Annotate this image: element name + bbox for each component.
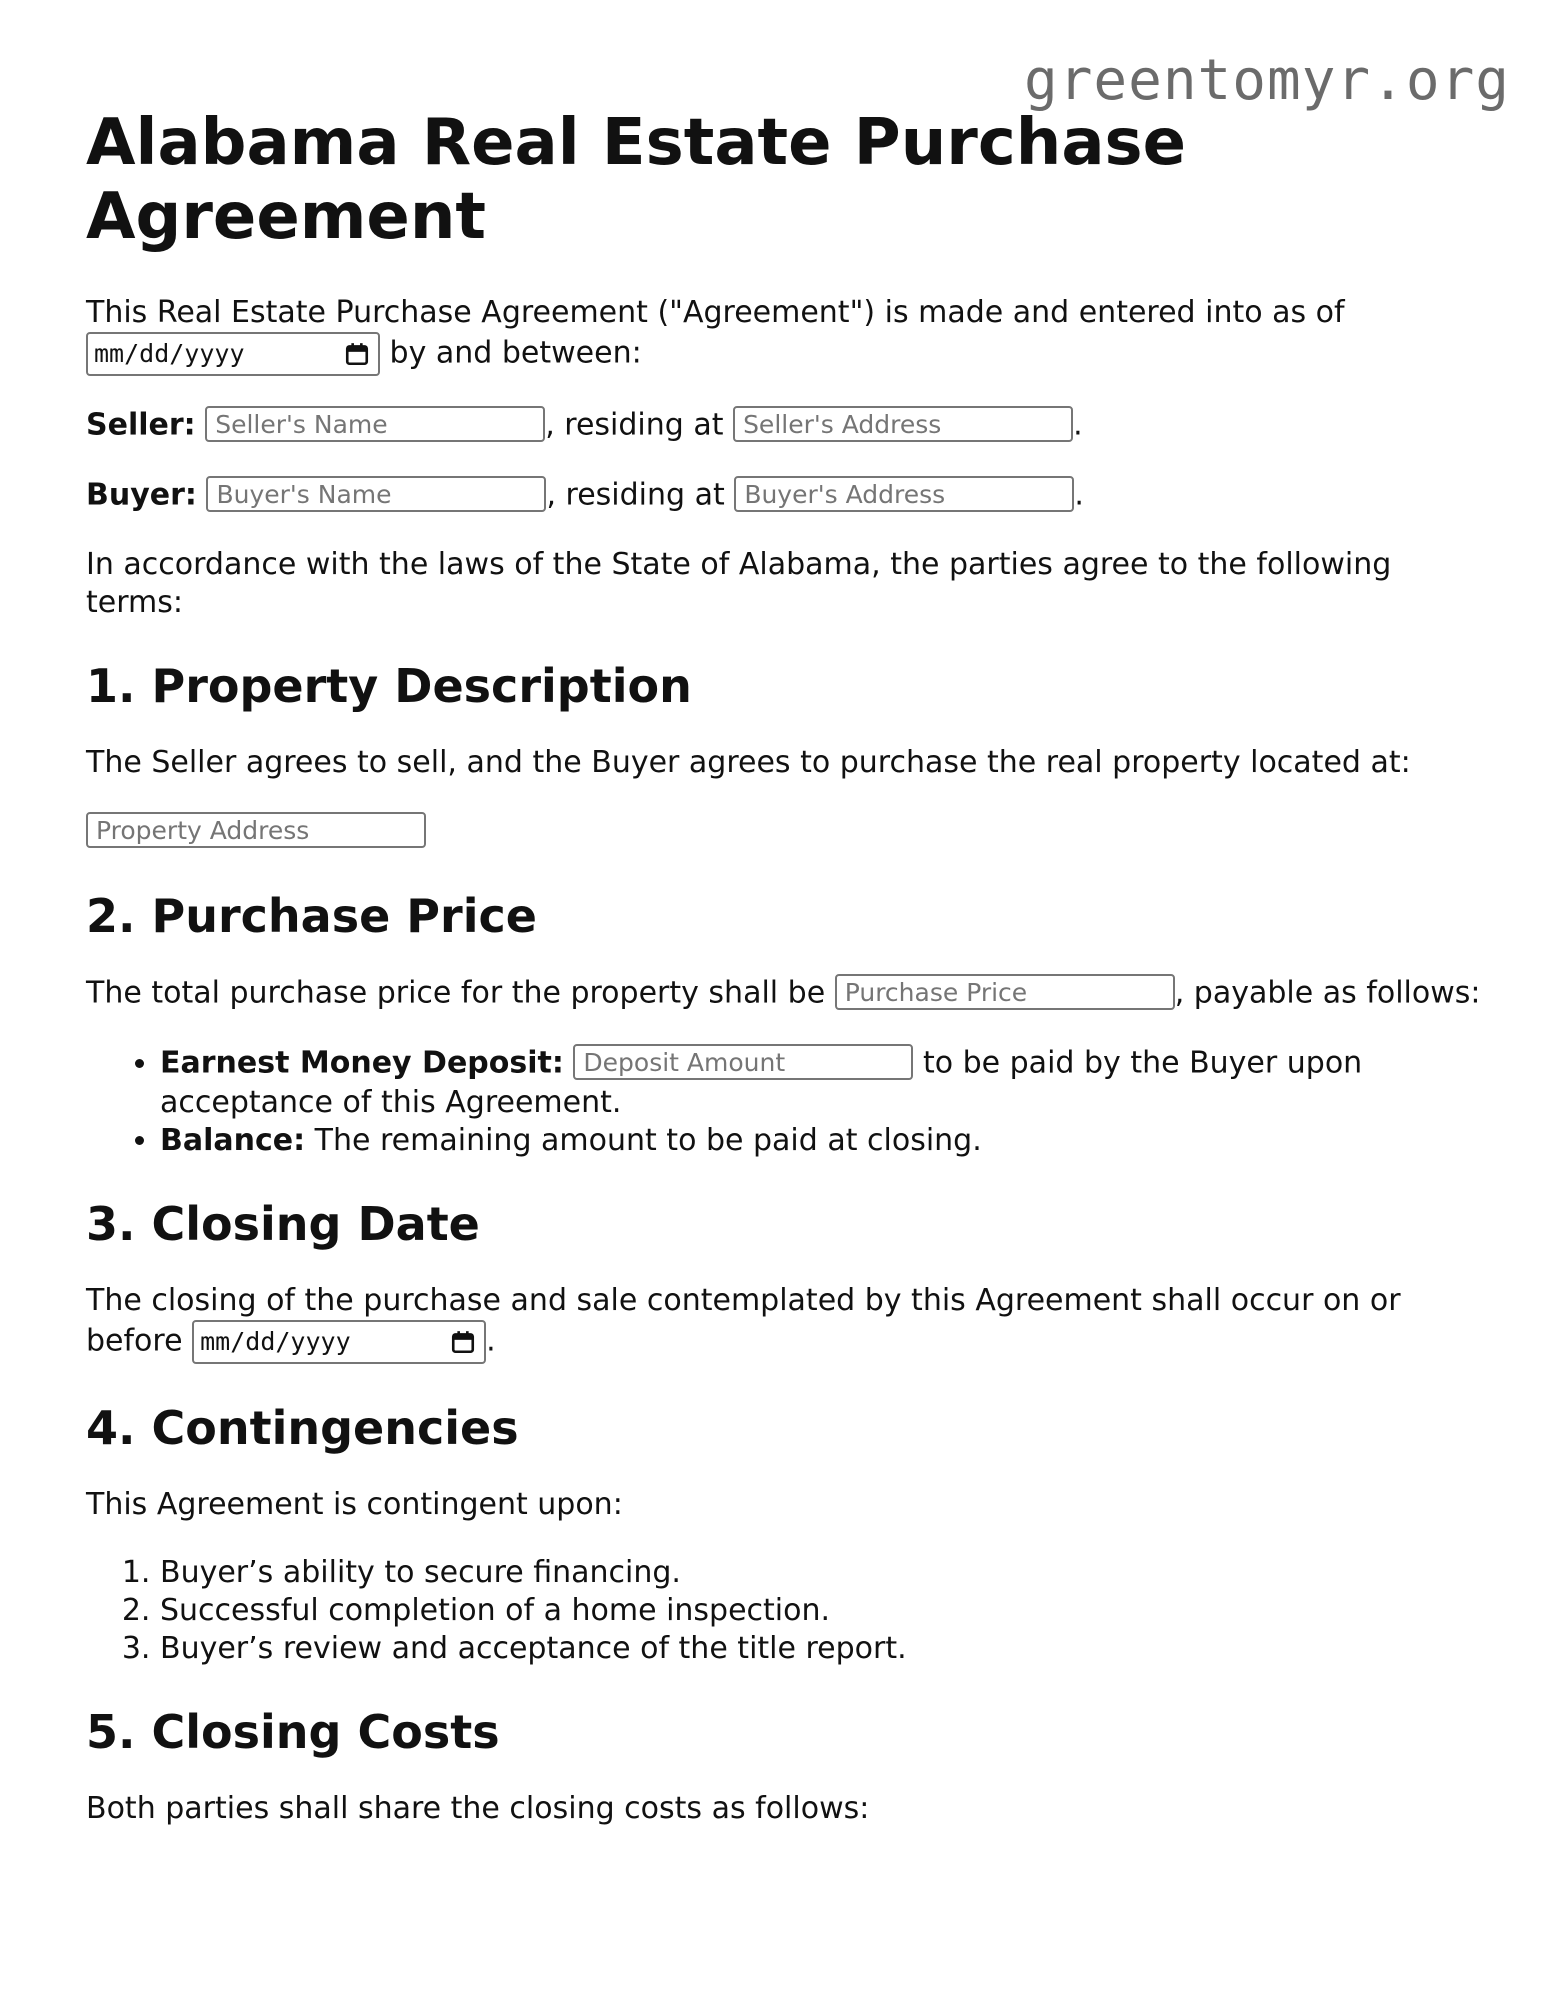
- list-item: 2. Successful completion of a home inspection.: [160, 1592, 1486, 1630]
- property-address-input[interactable]: [86, 812, 426, 848]
- closing-date-paragraph: [86, 1282, 1486, 1364]
- buyer-name-input[interactable]: [206, 476, 546, 512]
- buyer-end: .: [1074, 477, 1084, 513]
- price-text-after: , payable as follows:: [1174, 975, 1481, 1011]
- price-text-before: The total purchase price for the property shall be: [86, 975, 826, 1011]
- seller-label: Seller:: [86, 407, 196, 443]
- seller-address-input[interactable]: [733, 406, 1073, 442]
- deposit-text: to be paid by the Buyer upon acceptance of this Agreement.: [160, 1045, 1363, 1120]
- agreement-date-placeholder: mm/dd/yyyy: [94, 339, 245, 368]
- price-paragraph: [86, 974, 1486, 1014]
- section-heading-property: 1. Property Description: [86, 659, 692, 713]
- list-item: 1. Buyer’s ability to secure financing.: [160, 1554, 1486, 1592]
- page-title: Alabama Real Estate Purchase Agreement: [86, 106, 1186, 254]
- property-text: The Seller agrees to sell, and the Buyer agrees to purchase the real property located at:: [86, 745, 1411, 780]
- agreement-date-input[interactable]: [86, 332, 380, 376]
- closing-date-placeholder: mm/dd/yyyy: [200, 1327, 351, 1356]
- intro-paragraph: [86, 294, 1486, 376]
- contingencies-list: [86, 1554, 1486, 1668]
- balance-label: Balance:: [160, 1123, 306, 1158]
- buyer-label: Buyer:: [86, 477, 197, 513]
- purchase-price-input[interactable]: [835, 974, 1175, 1010]
- intro-text-after: by and between:: [389, 335, 642, 371]
- contingencies-text: This Agreement is contingent upon:: [86, 1487, 623, 1522]
- buyer-line: [86, 476, 1486, 516]
- deposit-amount-input[interactable]: [573, 1044, 913, 1080]
- section-heading-closing-date: 3. Closing Date: [86, 1197, 480, 1251]
- list-item: [160, 1044, 1486, 1122]
- seller-line: [86, 406, 1486, 446]
- intro-text-before: This Real Estate Purchase Agreement ("Agreement") is made and entered into as of: [86, 295, 1345, 330]
- seller-name-input[interactable]: [205, 406, 545, 442]
- list-item: 3. Buyer’s review and acceptance of the title report.: [160, 1630, 1486, 1668]
- section-heading-price: 2. Purchase Price: [86, 889, 537, 943]
- calendar-icon[interactable]: [450, 1329, 476, 1355]
- closing-costs-text: Both parties shall share the closing costs as follows:: [86, 1791, 870, 1826]
- terms-intro: In accordance with the laws of the State of Alabama, the parties agree to the following terms:: [86, 547, 1392, 620]
- closing-date-end: .: [486, 1323, 496, 1359]
- site-watermark: greentomyr.org: [1023, 48, 1510, 113]
- calendar-icon[interactable]: [344, 341, 370, 367]
- section-heading-contingencies: 4. Contingencies: [86, 1401, 519, 1455]
- list-item: [160, 1122, 1486, 1160]
- closing-date-text: The closing of the purchase and sale contemplated by this Agreement shall occur on or before: [86, 1283, 1401, 1359]
- payment-list: [86, 1044, 1486, 1160]
- seller-end: .: [1073, 407, 1083, 443]
- section-heading-closing-costs: 5. Closing Costs: [86, 1705, 500, 1759]
- balance-text: The remaining amount to be paid at closing.: [314, 1123, 982, 1158]
- seller-residing-text: , residing at: [545, 407, 724, 443]
- closing-date-input[interactable]: [192, 1320, 486, 1364]
- agreement-document: [86, 106, 1486, 1858]
- property-address-line: [86, 812, 1486, 852]
- deposit-label: Earnest Money Deposit:: [160, 1045, 564, 1081]
- buyer-residing-text: , residing at: [546, 477, 725, 513]
- buyer-address-input[interactable]: [734, 476, 1074, 512]
